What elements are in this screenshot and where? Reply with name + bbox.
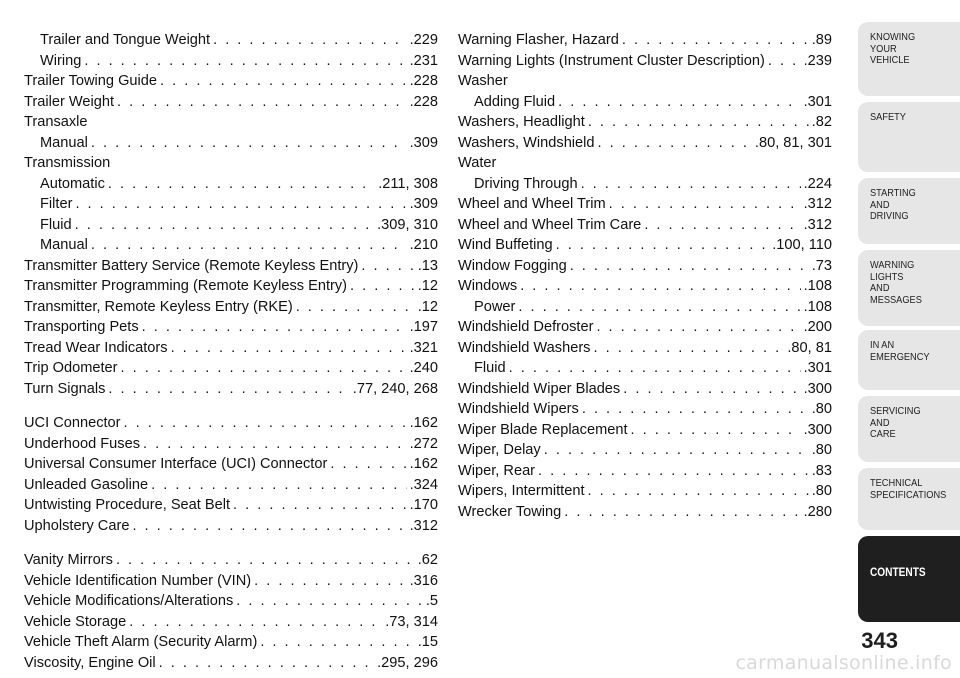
dot-leader bbox=[108, 174, 375, 195]
index-term: Windshield Wiper Blades bbox=[458, 380, 621, 397]
dot-leader bbox=[622, 30, 809, 51]
index-term: Automatic bbox=[40, 175, 105, 192]
dot-leader bbox=[129, 612, 382, 633]
dot-leader bbox=[117, 92, 407, 113]
dot-leader bbox=[644, 215, 800, 236]
index-entry bbox=[458, 420, 832, 441]
index-term: Windshield Defroster bbox=[458, 319, 594, 335]
dot-leader bbox=[588, 481, 809, 502]
index-term: Manual bbox=[40, 134, 88, 151]
index-term: Water bbox=[458, 155, 497, 171]
index-entry bbox=[458, 153, 832, 174]
index-entry bbox=[458, 399, 832, 420]
index-term: Tread Wear Indicators bbox=[24, 339, 168, 356]
index-entry bbox=[24, 571, 438, 592]
chapter-tab-label: IN AN EMERGENCY bbox=[870, 339, 930, 363]
dot-leader bbox=[108, 379, 349, 400]
index-term: Washers, Headlight bbox=[458, 114, 585, 130]
index-pages[interactable]: .239 bbox=[803, 52, 832, 69]
index-pages[interactable]: .316 bbox=[409, 572, 438, 589]
index-pages[interactable]: .82 bbox=[811, 114, 832, 130]
dot-leader bbox=[596, 317, 800, 338]
index-term: Transmitter Battery Service (Remote Keyless Entry) bbox=[24, 257, 359, 274]
index-entry bbox=[458, 235, 832, 256]
index-entry bbox=[458, 502, 832, 523]
index-term: Windshield Washers bbox=[458, 339, 591, 356]
index-pages[interactable]: .13 bbox=[417, 257, 438, 274]
dot-leader bbox=[588, 112, 809, 133]
dot-leader bbox=[564, 502, 800, 523]
index-term: Vehicle Identification Number (VIN) bbox=[24, 572, 252, 589]
index-entry bbox=[458, 215, 832, 236]
dot-leader bbox=[631, 420, 801, 441]
index-term: Vanity Mirrors bbox=[24, 552, 113, 568]
index-term: Power bbox=[474, 298, 516, 315]
index-term: Transmitter Programming (Remote Keyless Entry) bbox=[24, 278, 348, 294]
index-pages[interactable]: .5 bbox=[425, 593, 438, 609]
index-entry bbox=[24, 235, 438, 256]
index-term: Underhood Fuses bbox=[24, 435, 141, 452]
dot-leader bbox=[160, 71, 407, 92]
index-pages[interactable]: .89 bbox=[811, 32, 832, 48]
index-term: Vehicle Theft Alarm (Security Alarm) bbox=[24, 634, 258, 650]
index-entry bbox=[24, 153, 438, 174]
index-term: Wind Buffeting bbox=[458, 237, 553, 253]
index-entry bbox=[24, 434, 438, 455]
index-entry bbox=[24, 71, 438, 92]
chapter-tab-label: SAFETY bbox=[870, 111, 906, 123]
index-pages[interactable]: .80 bbox=[811, 483, 832, 499]
index-pages[interactable]: .12 bbox=[417, 278, 438, 294]
dot-leader bbox=[121, 358, 407, 379]
chapter-tab[interactable] bbox=[858, 250, 960, 326]
dot-leader bbox=[609, 194, 801, 215]
index-entry bbox=[458, 71, 832, 92]
index-pages[interactable]: .312 bbox=[803, 196, 832, 212]
index-entry bbox=[24, 591, 438, 612]
index-term: Wheel and Wheel Trim bbox=[458, 196, 606, 212]
dot-leader bbox=[124, 413, 407, 434]
index-entry bbox=[24, 30, 438, 51]
index-term: Vehicle Modifications/Alterations bbox=[24, 593, 234, 609]
index-pages[interactable]: .224 bbox=[803, 175, 832, 192]
dot-leader bbox=[598, 133, 752, 154]
index-pages[interactable]: .309, 310 bbox=[377, 216, 438, 233]
chapter-tab-label: TECHNICAL SPECIFICATIONS bbox=[870, 477, 947, 501]
index-entry bbox=[24, 112, 438, 133]
chapter-tab[interactable] bbox=[858, 396, 960, 462]
index-pages[interactable]: .210 bbox=[409, 237, 438, 253]
index-term: Wiper Blade Replacement bbox=[458, 421, 628, 438]
dot-leader bbox=[75, 194, 406, 215]
index-pages[interactable]: .108 bbox=[803, 278, 832, 294]
chapter-tab-bar bbox=[858, 0, 960, 678]
index-pages[interactable]: .73 bbox=[811, 257, 832, 274]
index-entry bbox=[24, 317, 438, 338]
index-pages[interactable]: .300 bbox=[803, 380, 832, 397]
dot-leader bbox=[520, 276, 800, 297]
chapter-tab[interactable] bbox=[858, 330, 960, 390]
index-term: Wrecker Towing bbox=[458, 503, 562, 520]
index-pages[interactable]: .211, 308 bbox=[378, 175, 438, 192]
index-pages[interactable]: .80, 81, 301 bbox=[754, 134, 832, 151]
dot-leader bbox=[350, 276, 415, 297]
index-pages[interactable]: .229 bbox=[409, 32, 438, 48]
page-number: 343 bbox=[861, 628, 898, 653]
dot-leader bbox=[233, 495, 407, 516]
index-entry bbox=[24, 194, 438, 215]
index-term: Filter bbox=[40, 196, 73, 212]
index-entry bbox=[458, 276, 832, 297]
dot-leader bbox=[213, 30, 407, 51]
index-entry bbox=[24, 358, 438, 379]
dot-leader bbox=[75, 215, 374, 236]
dot-leader bbox=[236, 591, 423, 612]
index-term: Manual bbox=[40, 237, 88, 253]
index-entry bbox=[24, 612, 438, 633]
dot-leader bbox=[581, 174, 801, 195]
dot-leader bbox=[260, 632, 414, 653]
dot-leader bbox=[509, 358, 801, 379]
index-term: Window Fogging bbox=[458, 257, 567, 274]
index-entry bbox=[24, 215, 438, 236]
index-term: Fluid bbox=[40, 216, 72, 233]
index-pages[interactable]: .240 bbox=[409, 360, 438, 376]
index-term: Trip Odometer bbox=[24, 360, 118, 376]
chapter-tab-label: KNOWING YOUR VEHICLE bbox=[870, 31, 916, 66]
index-term: Warning Flasher, Hazard bbox=[458, 32, 619, 48]
dot-leader bbox=[91, 133, 407, 154]
index-entry bbox=[24, 413, 438, 434]
dot-leader bbox=[361, 256, 414, 277]
index-term: Wipers, Intermittent bbox=[458, 483, 585, 499]
index-pages[interactable]: .321 bbox=[409, 339, 438, 356]
index-pages[interactable]: .272 bbox=[409, 435, 438, 452]
index-entry bbox=[24, 454, 438, 475]
chapter-tab[interactable] bbox=[858, 102, 960, 172]
index-term: Windshield Wipers bbox=[458, 401, 579, 417]
dot-leader bbox=[544, 440, 809, 461]
index-term: Fluid bbox=[474, 360, 506, 376]
index-entry bbox=[24, 51, 438, 72]
dot-leader bbox=[623, 379, 800, 400]
dot-leader bbox=[116, 550, 415, 571]
index-entry bbox=[458, 379, 832, 400]
index-pages[interactable]: .80, 81 bbox=[787, 339, 832, 356]
chapter-tab-label: CONTENTS bbox=[870, 567, 926, 579]
index-term: Transaxle bbox=[24, 114, 88, 130]
dot-leader bbox=[558, 92, 800, 113]
index-term: Wiring bbox=[40, 52, 82, 69]
chapter-tab[interactable] bbox=[858, 178, 960, 244]
index-pages[interactable]: .162 bbox=[409, 456, 438, 472]
index-pages[interactable]: .300 bbox=[803, 421, 832, 438]
index-pages[interactable]: .312 bbox=[409, 517, 438, 534]
dot-leader bbox=[143, 434, 407, 455]
dot-leader bbox=[570, 256, 809, 277]
index-entry bbox=[24, 256, 438, 277]
dot-leader bbox=[582, 399, 809, 420]
index-entry bbox=[24, 516, 438, 537]
index-pages[interactable]: .228 bbox=[409, 73, 438, 89]
index-term: Wheel and Wheel Trim Care bbox=[458, 216, 642, 233]
chapter-tab-label: STARTING AND DRIVING bbox=[870, 187, 916, 222]
index-term: Unleaded Gasoline bbox=[24, 476, 149, 493]
dot-leader bbox=[159, 653, 374, 674]
index-entry bbox=[458, 440, 832, 461]
dot-leader bbox=[254, 571, 406, 592]
index-entry bbox=[458, 51, 832, 72]
index-pages[interactable]: .197 bbox=[409, 319, 438, 335]
dot-leader bbox=[330, 454, 406, 475]
index-entry bbox=[458, 358, 832, 379]
index-term: Upholstery Care bbox=[24, 517, 130, 534]
index-entry bbox=[24, 379, 438, 400]
index-term: Wiper, Rear bbox=[458, 462, 536, 479]
index-entry bbox=[458, 92, 832, 113]
index-pages[interactable]: .73, 314 bbox=[385, 613, 438, 630]
dot-leader bbox=[151, 475, 406, 496]
index-entry bbox=[24, 133, 438, 154]
index-pages[interactable]: .77, 240, 268 bbox=[352, 380, 438, 397]
dot-leader bbox=[538, 461, 809, 482]
index-pages[interactable]: .170 bbox=[409, 497, 438, 513]
dot-leader bbox=[768, 51, 801, 72]
index-term: Wiper, Delay bbox=[458, 442, 541, 458]
index-pages[interactable]: .200 bbox=[803, 319, 832, 335]
index-pages[interactable]: .231 bbox=[409, 52, 438, 69]
index-entry bbox=[24, 338, 438, 359]
index-entry bbox=[24, 495, 438, 516]
index-entry bbox=[458, 317, 832, 338]
dot-leader bbox=[296, 297, 415, 318]
index-pages[interactable]: .100, 110 bbox=[772, 237, 832, 253]
dot-leader bbox=[132, 516, 406, 537]
index-entry bbox=[24, 632, 438, 653]
index-term: Washer bbox=[458, 73, 508, 89]
dot-leader bbox=[91, 235, 407, 256]
index-entry bbox=[458, 461, 832, 482]
chapter-tab[interactable] bbox=[858, 536, 960, 622]
chapter-tab-label: WARNING LIGHTS AND MESSAGES bbox=[870, 259, 922, 306]
index-entry bbox=[458, 133, 832, 154]
index-term: Turn Signals bbox=[24, 380, 106, 397]
index-pages[interactable]: .280 bbox=[803, 503, 832, 520]
index-term: UCI Connector bbox=[24, 415, 121, 431]
index-entry bbox=[24, 276, 438, 297]
index-entry bbox=[24, 92, 438, 113]
index-pages[interactable]: .162 bbox=[409, 415, 438, 431]
index-pages[interactable]: .12 bbox=[417, 298, 438, 315]
index-entry bbox=[458, 481, 832, 502]
dot-leader bbox=[142, 317, 407, 338]
index-pages[interactable]: .83 bbox=[811, 462, 832, 479]
index-term: Universal Consumer Interface (UCI) Connector bbox=[24, 456, 328, 472]
index-pages[interactable]: .295, 296 bbox=[377, 654, 438, 671]
index-pages[interactable]: .80 bbox=[811, 442, 832, 458]
index-term: Viscosity, Engine Oil bbox=[24, 654, 156, 671]
watermark: carmanualsonline.info bbox=[735, 652, 952, 674]
index-entry bbox=[24, 475, 438, 496]
index-term: Warning Lights (Instrument Cluster Description) bbox=[458, 52, 765, 69]
index-entry bbox=[24, 550, 438, 571]
index-entry bbox=[458, 338, 832, 359]
index-term: Trailer Weight bbox=[24, 93, 115, 110]
index-term: Untwisting Procedure, Seat Belt bbox=[24, 497, 231, 513]
dot-leader bbox=[556, 235, 770, 256]
dot-leader bbox=[518, 297, 800, 318]
index-pages[interactable]: .80 bbox=[811, 401, 832, 417]
index-term: Windows bbox=[458, 278, 518, 294]
index-pages[interactable]: .15 bbox=[417, 634, 438, 650]
index-term: Adding Fluid bbox=[474, 93, 556, 110]
index-pages[interactable]: .301 bbox=[803, 360, 832, 376]
index-term: Transmitter, Remote Keyless Entry (RKE) bbox=[24, 298, 293, 315]
index-column-left bbox=[24, 30, 438, 673]
index-pages[interactable]: .228 bbox=[409, 93, 438, 110]
index-entry bbox=[24, 297, 438, 318]
index-entry bbox=[458, 112, 832, 133]
index-pages[interactable]: .62 bbox=[417, 552, 438, 568]
index-entry bbox=[458, 256, 832, 277]
index-entry bbox=[458, 297, 832, 318]
index-entry bbox=[24, 174, 438, 195]
chapter-tab-label: SERVICING AND CARE bbox=[870, 405, 921, 440]
index-pages[interactable]: .312 bbox=[803, 216, 832, 233]
index-pages[interactable]: .324 bbox=[409, 476, 438, 493]
index-term: Vehicle Storage bbox=[24, 613, 127, 630]
index-term: Transporting Pets bbox=[24, 319, 139, 335]
chapter-tab[interactable] bbox=[858, 468, 960, 530]
index-term: Trailer and Tongue Weight bbox=[40, 32, 211, 48]
dot-leader bbox=[84, 51, 406, 72]
index-entry bbox=[458, 174, 832, 195]
index-pages[interactable]: .108 bbox=[803, 298, 832, 315]
index-entry bbox=[24, 653, 438, 674]
dot-leader bbox=[593, 338, 784, 359]
index-pages[interactable]: .309 bbox=[409, 134, 438, 151]
chapter-tab[interactable] bbox=[858, 22, 960, 96]
index-term: Transmission bbox=[24, 155, 111, 171]
index-pages[interactable]: .301 bbox=[803, 93, 832, 110]
index-pages[interactable]: .309 bbox=[409, 196, 438, 212]
index-column-right bbox=[458, 30, 832, 522]
index-entry bbox=[458, 194, 832, 215]
index-term: Washers, Windshield bbox=[458, 134, 595, 151]
index-entry bbox=[458, 30, 832, 51]
dot-leader bbox=[171, 338, 407, 359]
index-term: Trailer Towing Guide bbox=[24, 73, 158, 89]
index-term: Driving Through bbox=[474, 175, 578, 192]
